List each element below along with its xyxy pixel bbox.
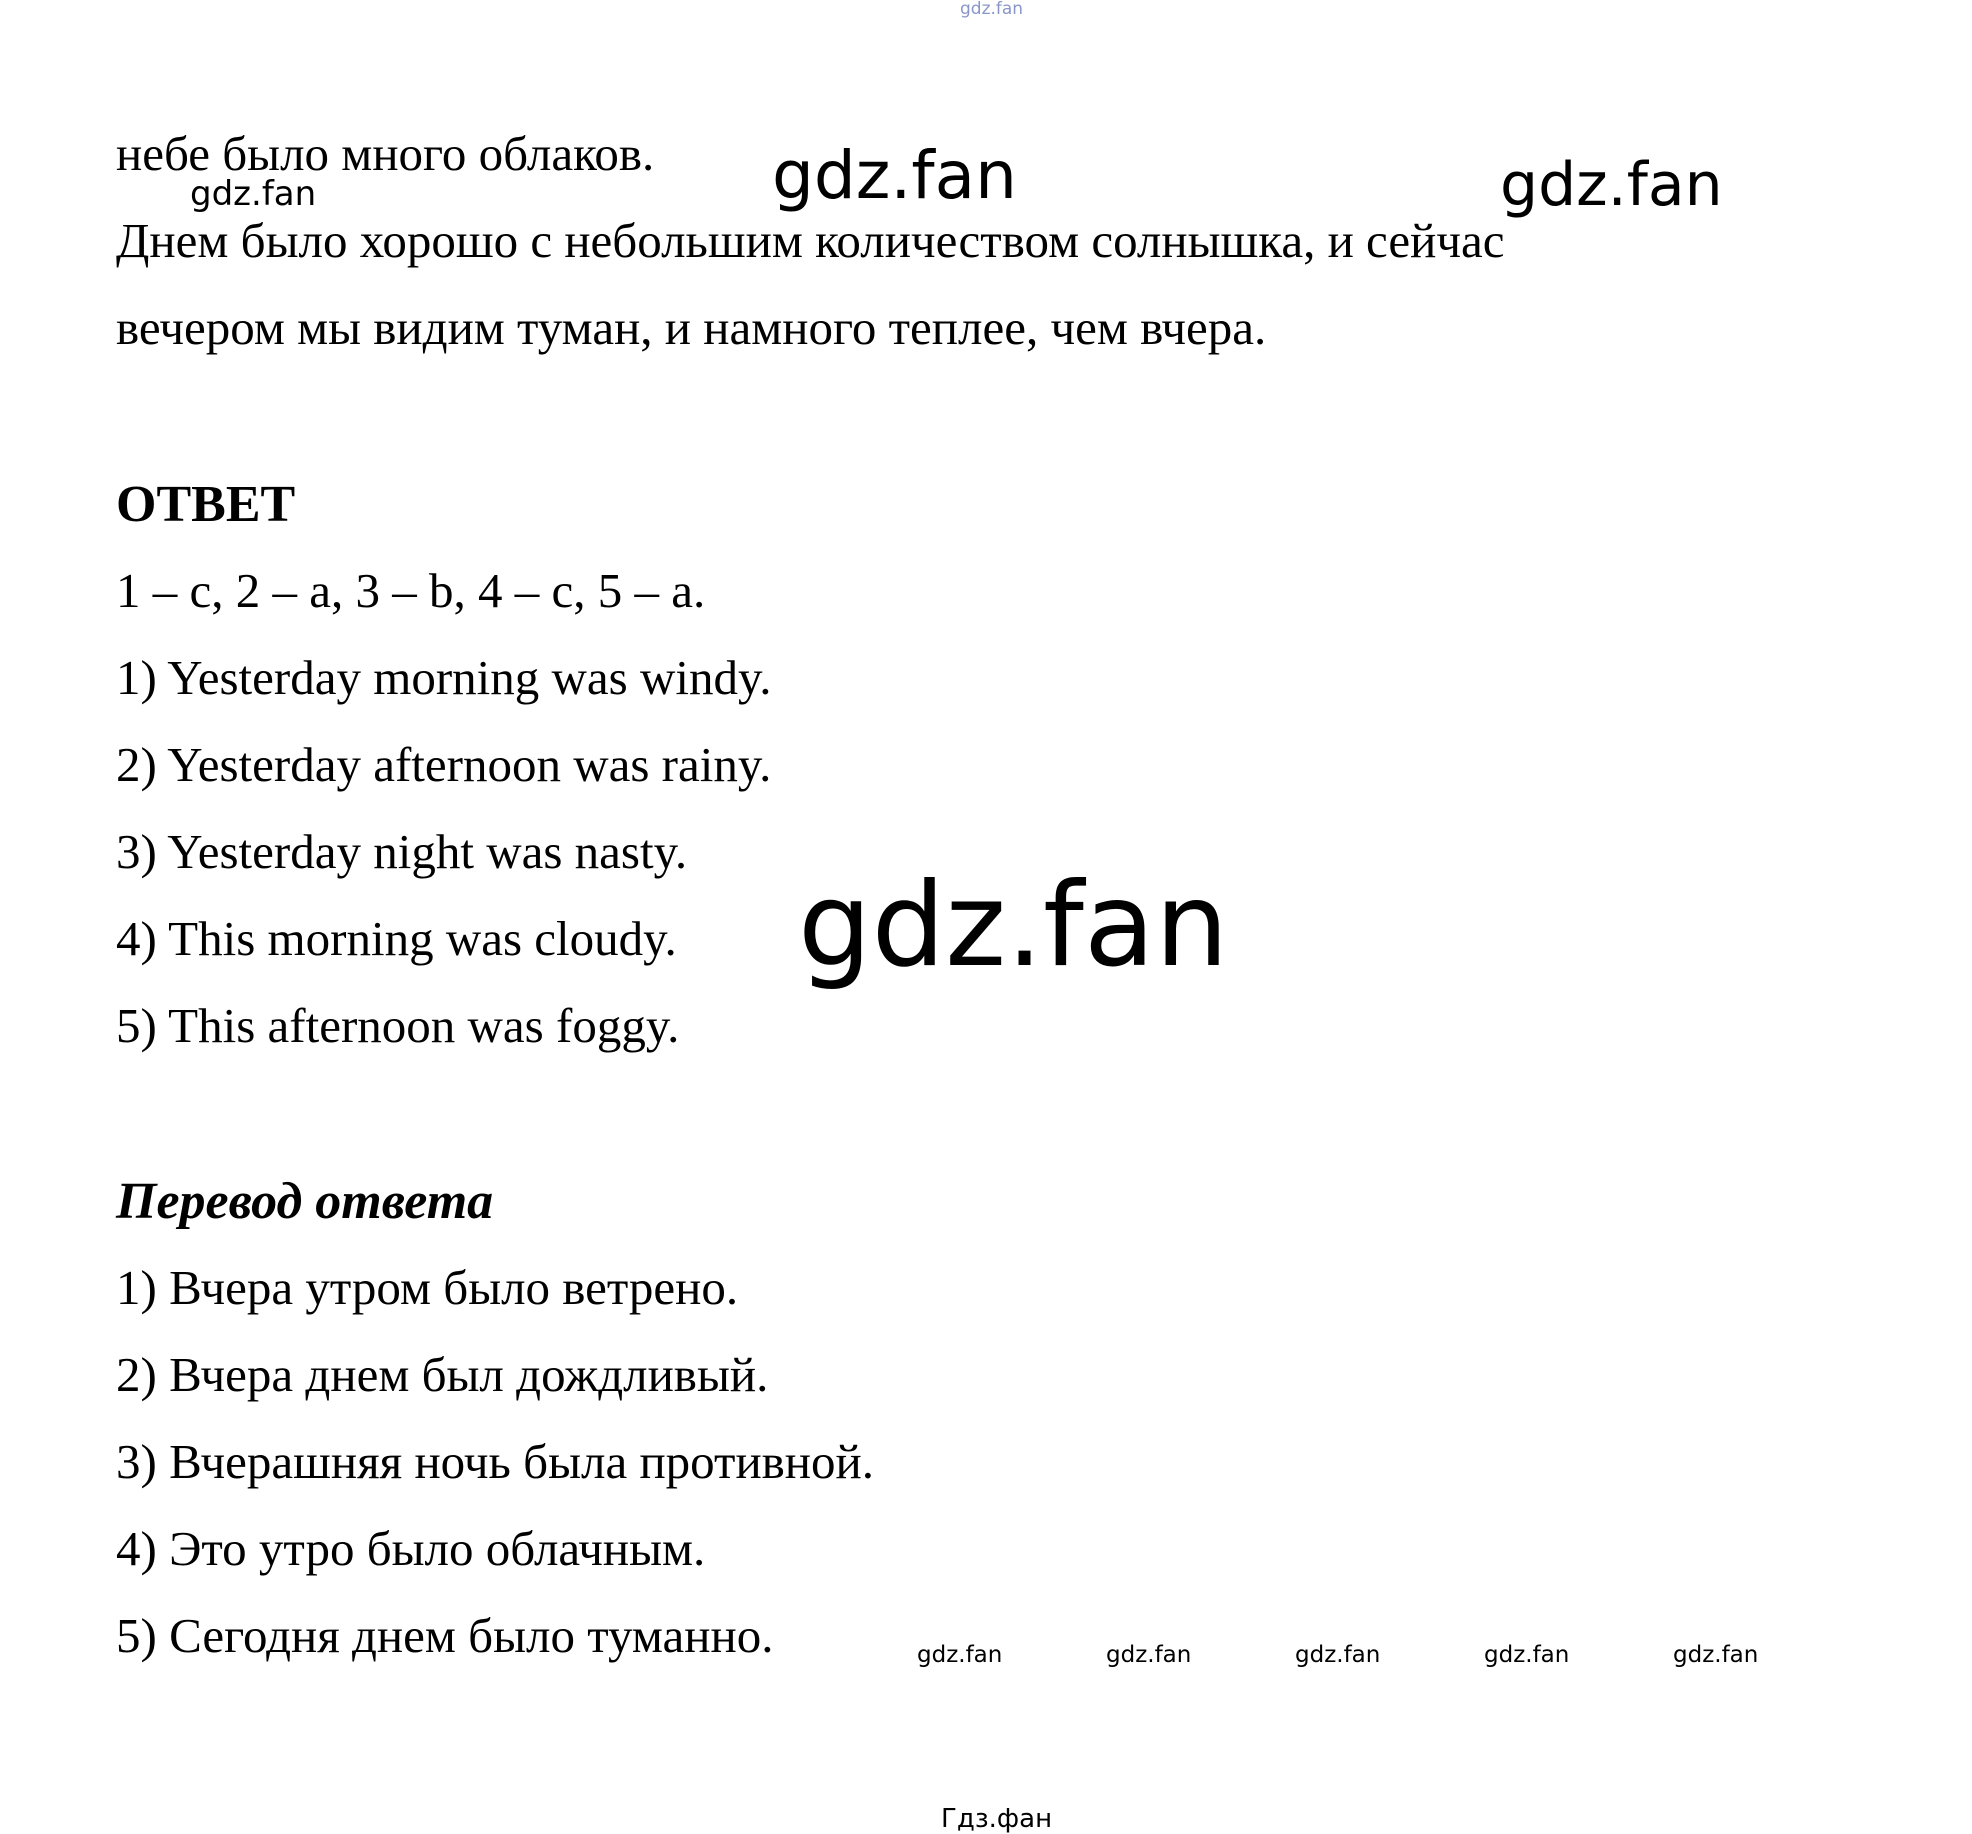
answer-item-1: 1) Yesterday morning was windy.: [116, 650, 772, 705]
answer-item-2: 2) Yesterday afternoon was rainy.: [116, 737, 772, 792]
watermark-footer: Гдз.фан: [941, 1804, 1053, 1834]
answer-item-3: 3) Yesterday night was nasty.: [116, 824, 688, 879]
watermark-bottom-5: gdz.fan: [1673, 1642, 1759, 1668]
intro-line-1: небе было много облаков.: [116, 126, 655, 181]
intro-line-2: Днем было хорошо с небольшим количеством солнышка, и сейчас: [116, 213, 1505, 268]
answer-item-4: 4) This morning was cloudy.: [116, 911, 677, 966]
watermark-top: gdz.fan: [960, 0, 1024, 19]
intro-line-3: вечером мы видим туман, и намного теплее, чем вчера.: [116, 300, 1267, 355]
translation-item-3: 3) Вчерашняя ночь была противной.: [116, 1434, 874, 1489]
translation-heading: Перевод ответа: [116, 1173, 494, 1230]
watermark-large-center: gdz.fan: [798, 858, 1229, 993]
watermark-medium-center: gdz.fan: [772, 137, 1017, 214]
watermark-bottom-2: gdz.fan: [1106, 1642, 1192, 1668]
watermark-medium-right: gdz.fan: [1500, 150, 1723, 220]
answer-item-5: 5) This afternoon was foggy.: [116, 998, 680, 1053]
translation-item-5: 5) Сегодня днем было туманно.: [116, 1608, 774, 1663]
translation-item-2: 2) Вчера днем был дождливый.: [116, 1347, 769, 1402]
watermark-bottom-3: gdz.fan: [1295, 1642, 1381, 1668]
answer-heading: ОТВЕТ: [116, 476, 296, 533]
translation-item-4: 4) Это утро было облачным.: [116, 1521, 706, 1576]
watermark-bottom-4: gdz.fan: [1484, 1642, 1570, 1668]
watermark-small-left: gdz.fan: [190, 174, 317, 214]
answer-key: 1 – c, 2 – a, 3 – b, 4 – c, 5 – a.: [116, 563, 706, 618]
watermark-bottom-1: gdz.fan: [917, 1642, 1003, 1668]
translation-item-1: 1) Вчера утром было ветрено.: [116, 1260, 739, 1315]
